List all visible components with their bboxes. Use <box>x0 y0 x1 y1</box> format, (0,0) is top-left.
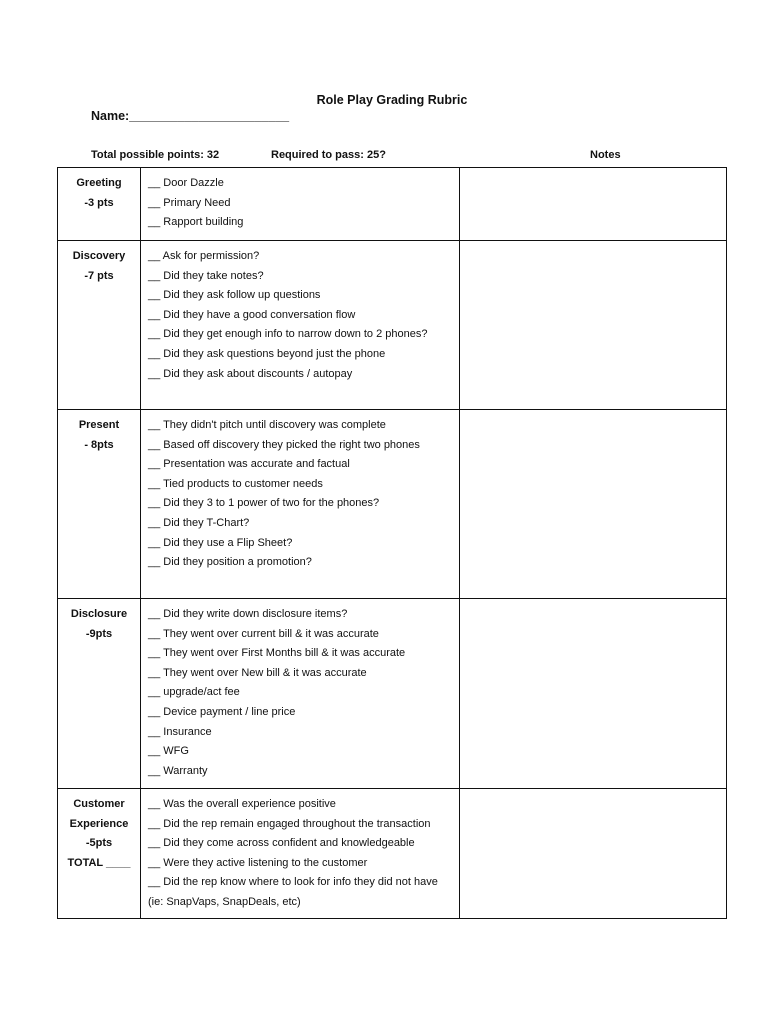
criteria-item: __ Did they ask follow up questions <box>148 289 321 302</box>
criteria-item: __ Device payment / line price <box>148 705 296 718</box>
criteria-item: __ Insurance <box>148 725 212 738</box>
name-field-label: Name:_______________________ <box>91 109 290 123</box>
criteria-item: __ Did they write down disclosure items? <box>148 608 348 620</box>
rubric-row-present <box>58 410 727 599</box>
category-points: -7 pts <box>84 269 114 282</box>
criteria-item: __ Based off discovery they picked the right two phones <box>148 438 420 451</box>
category-cell <box>58 599 141 789</box>
criteria-cell <box>141 410 460 599</box>
category-label: Experience <box>69 817 129 830</box>
category-label: Discovery <box>72 250 126 262</box>
total-field: TOTAL ____ <box>67 856 131 869</box>
category-label: Present <box>78 419 120 431</box>
notes-cell[interactable] <box>460 789 727 919</box>
criteria-item: __ Presentation was accurate and factual <box>148 458 350 471</box>
criteria-item: __ Did they ask about discounts / autopay <box>148 367 353 380</box>
category-cell <box>58 410 141 599</box>
criteria-item: __ Door Dazzle <box>148 177 224 189</box>
criteria-item: (ie: SnapVaps, SnapDeals, etc) <box>148 895 301 908</box>
criteria-item: __ Warranty <box>148 764 208 777</box>
criteria-item: __ Did they take notes? <box>148 269 264 282</box>
criteria-cell <box>141 241 460 410</box>
criteria-item: __ They didn't pitch until discovery was complete <box>148 419 386 431</box>
criteria-item: __ Did the rep remain engaged throughout the transaction <box>148 817 431 830</box>
criteria-item: __ They went over current bill & it was accurate <box>148 627 379 640</box>
category-cell <box>58 241 141 410</box>
notes-column-header: Notes <box>590 149 621 161</box>
criteria-item: __ Did they get enough info to narrow down to 2 phones? <box>148 328 428 341</box>
notes-cell[interactable] <box>460 241 727 410</box>
criteria-item: __ Did they 3 to 1 power of two for the phones? <box>148 497 380 510</box>
category-points: -9pts <box>85 627 113 640</box>
rubric-row-disclosure <box>58 599 727 789</box>
criteria-item: __ They went over First Months bill & it was accurate <box>148 647 406 660</box>
criteria-item: __ Did they position a promotion? <box>148 556 312 569</box>
category-label: Greeting <box>76 177 122 189</box>
category-points: -5pts <box>85 837 113 850</box>
criteria-item: __ Tied products to customer needs <box>148 477 323 490</box>
criteria-item: __ Ask for permission? <box>148 250 260 262</box>
notes-cell[interactable] <box>460 599 727 789</box>
criteria-cell <box>141 789 460 919</box>
criteria-item: __ WFG <box>148 745 189 758</box>
category-points: - 8pts <box>84 438 114 451</box>
page-title: Role Play Grading Rubric <box>316 93 468 107</box>
criteria-cell <box>141 168 460 241</box>
notes-cell[interactable] <box>460 168 727 241</box>
criteria-item: __ They went over New bill & it was accurate <box>148 666 367 679</box>
category-cell <box>58 789 141 919</box>
rubric-row-discovery <box>58 241 727 410</box>
category-label: Customer <box>73 798 125 810</box>
criteria-item: __ Did the rep know where to look for info they did not have <box>148 876 438 889</box>
criteria-item: __ Did they T-Chart? <box>148 516 250 529</box>
rubric-table <box>57 167 727 919</box>
criteria-item: __ Did they ask questions beyond just the phone <box>148 347 386 360</box>
criteria-cell <box>141 599 460 789</box>
category-points: -3 pts <box>84 196 114 209</box>
category-cell <box>58 168 141 241</box>
criteria-item: __ Did they have a good conversation flow <box>148 308 356 321</box>
criteria-item: __ upgrade/act fee <box>148 686 240 699</box>
criteria-item: __ Did they come across confident and knowledgeable <box>148 837 415 850</box>
criteria-item: __ Was the overall experience positive <box>148 798 336 810</box>
criteria-item: __ Primary Need <box>148 196 231 209</box>
total-possible-points: Total possible points: 32 <box>91 149 220 161</box>
rubric-row-greeting <box>58 168 727 241</box>
criteria-item: __ Did they use a Flip Sheet? <box>148 536 293 549</box>
criteria-item: __ Were they active listening to the customer <box>148 856 368 869</box>
criteria-item: __ Rapport building <box>148 216 244 229</box>
required-to-pass: Required to pass: 25? <box>271 149 386 161</box>
category-label: Disclosure <box>70 608 128 620</box>
notes-cell[interactable] <box>460 410 727 599</box>
rubric-row-customer-experience <box>58 789 727 919</box>
